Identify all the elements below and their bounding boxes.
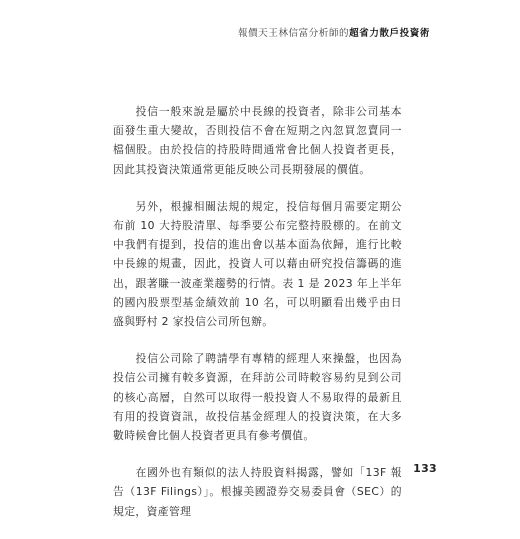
header-prefix: 報價天王林信富分析師的 <box>238 28 350 39</box>
paragraph: 投信一般來說是屬於中長線的投資者，除非公司基本面發生重大變故，否則投信不會在短期之內忽買忽賣同一檔個股。由於投信的持股時間通常會比個人投資者更長，因此其投資決策通常更能反映公司長期發展的價值。 <box>113 105 402 176</box>
header-book-title: 超省力散戶投資術 <box>349 28 430 39</box>
page-number: 133 <box>413 462 437 475</box>
running-header <box>238 24 430 40</box>
paragraph: 投信公司除了聘請學有專精的經理人來操盤，也因為投信公司擁有較多資源，在拜訪公司時較容易約見到公司的核心高層，自然可以取得一般投資人不易取得的最新且有用的投資資訊，故投信基金經理人的投資決策，在大多數時候會比個人投資者更具有參考價值。 <box>113 352 402 443</box>
paragraph: 在國外也有類似的法人持股資料揭露，譬如「13F 報告（13F Filings）」。根據美國證券交易委員會（SEC）的規定，資產管理 <box>113 466 402 518</box>
paragraph: 另外，根據相關法規的規定，投信每個月需要定期公布前 10 大持股清單、每季要公布完整持股標的。在前文中我們有提到，投信的進出會以基本面為依歸，進行比較中長線的規畫，因此，投資人可以藉由研究投信籌碼的進出，跟著賺一波產業趨勢的行情。表 1 是 2023 年上半年的國內股票型基金績效前 10 名，可以明顯看出幾乎由日盛與野村 2 家投信公司所包辦。 <box>113 199 402 329</box>
body-text <box>113 102 402 539</box>
